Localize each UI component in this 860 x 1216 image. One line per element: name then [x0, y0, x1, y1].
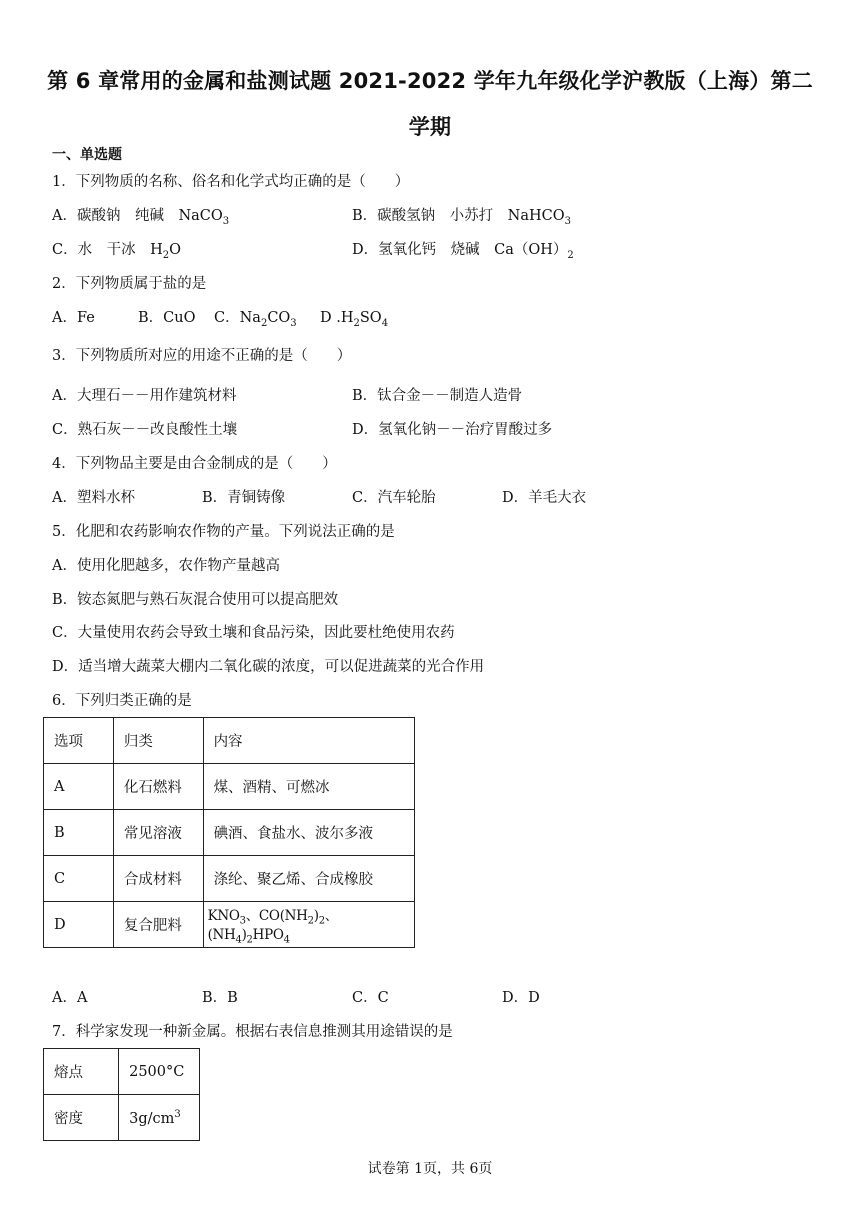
question-1-option-d: D．氢氧化钙 烧碱 $Ca(OH)_2$: [352, 242, 574, 261]
question-2-stem: 2．下列物质属于盐的是: [52, 276, 207, 292]
question-7-stem: 7．科学家发现一种新金属。根据右表信息推测其用途错误的是: [52, 1024, 453, 1040]
table-cell: 密度: [44, 1095, 119, 1141]
page-footer: 试卷第 1页，共 6页: [367, 1161, 493, 1177]
question-1-option-a: A．碳酸钠 纯碱 NaCO$_3$: [52, 208, 230, 227]
question-5-option-b: B．铵态氮肥与熟石灰混合使用可以提高肥效: [52, 592, 339, 608]
question-3-option-a: A．大理石－－用作建筑材料: [52, 388, 237, 404]
question-3-stem: 3．下列物质所对应的用途不正确的是（ ）: [52, 348, 352, 364]
question-6-option-a: A．A: [52, 990, 88, 1006]
question-6-option-c: C．C: [352, 990, 389, 1006]
table-cell: 碘酒、食盐水、波尔多液: [203, 810, 414, 856]
question-4-option-c: C．汽车轮胎: [352, 490, 436, 506]
table-cell: A: [44, 764, 114, 810]
question-1-stem: 1．下列物质的名称、俗名和化学式均正确的是（ ）: [52, 174, 410, 190]
question-1-option-b: B．碳酸氢钠 小苏打 NaHCO$_3$: [352, 208, 571, 227]
table-cell: 涤纶、聚乙烯、合成橡胶: [203, 856, 414, 902]
question-3-option-b: B．钛合金－－制造人造骨: [352, 388, 523, 404]
question-6-option-d: D．D: [502, 990, 540, 1006]
table-header-cell: 归类: [113, 718, 203, 764]
metal-properties-table: [43, 1048, 200, 1141]
table-cell: $3g/cm^3$: [119, 1095, 200, 1141]
question-5-option-c: C．大量使用农药会导致土壤和食品污染，因此要杜绝使用农药: [52, 625, 455, 641]
table-row: [44, 810, 415, 856]
question-4-option-b: B．青铜铸像: [202, 490, 286, 506]
table-cell: 熔点: [44, 1049, 119, 1095]
question-2-option-b: B．CuO: [138, 310, 196, 326]
table-cell: D: [44, 902, 114, 948]
question-4-option-d: D．羊毛大衣: [502, 490, 587, 506]
table-cell: C: [44, 856, 114, 902]
table-header-cell: 选项: [44, 718, 114, 764]
section-heading: 一、单选题: [52, 147, 122, 163]
table-cell: 复合肥料: [113, 902, 203, 948]
question-5-option-d: D．适当增大蔬菜大棚内二氧化碳的浓度，可以促进蔬菜的光合作用: [52, 659, 485, 675]
question-4-stem: 4．下列物品主要是由合金制成的是（ ）: [52, 456, 337, 472]
question-2-option-c: C．$Na_2CO_3$: [214, 310, 297, 329]
classification-table: [43, 717, 415, 948]
table-row: [44, 902, 415, 948]
table-header-cell: 内容: [203, 718, 414, 764]
table-row: [44, 856, 415, 902]
question-6-option-b: B．B: [202, 990, 238, 1006]
question-5-stem: 5．化肥和农药影响农作物的产量。下列说法正确的是: [52, 524, 395, 540]
question-1-option-c: C．水 干冰 $H_2O$: [52, 242, 182, 261]
table-cell: 煤、酒精、可燃冰: [203, 764, 414, 810]
table-cell: 合成材料: [113, 856, 203, 902]
table-row: [44, 1049, 200, 1095]
table-cell: B: [44, 810, 114, 856]
question-5-option-a: A．使用化肥越多，农作物产量越高: [52, 558, 280, 574]
table-cell: 2500°C: [119, 1049, 200, 1095]
table-row: [44, 764, 415, 810]
table-cell: 常见溶液: [113, 810, 203, 856]
question-2-option-a: A．Fe: [52, 310, 95, 326]
question-3-option-d: D．氢氧化钠－－治疗胃酸过多: [352, 422, 553, 438]
question-4-option-a: A．塑料水杯: [52, 490, 135, 506]
table-header-row: [44, 718, 415, 764]
page-title: 第 6 章常用的金属和盐测试题 2021-2022 学年九年级化学沪教版（上海）第二学期: [47, 69, 813, 139]
question-6-stem: 6．下列归类正确的是: [52, 693, 192, 709]
table-cell: 化石燃料: [113, 764, 203, 810]
question-2-option-d: D $.H_2SO_4$: [320, 310, 389, 329]
table-cell-formula: $KNO_3$、$CO(NH_2)_2$、$(NH_4)_2HPO_4$: [203, 902, 414, 948]
table-row: [44, 1095, 200, 1141]
question-3-option-c: C．熟石灰－－改良酸性土壤: [52, 422, 238, 438]
